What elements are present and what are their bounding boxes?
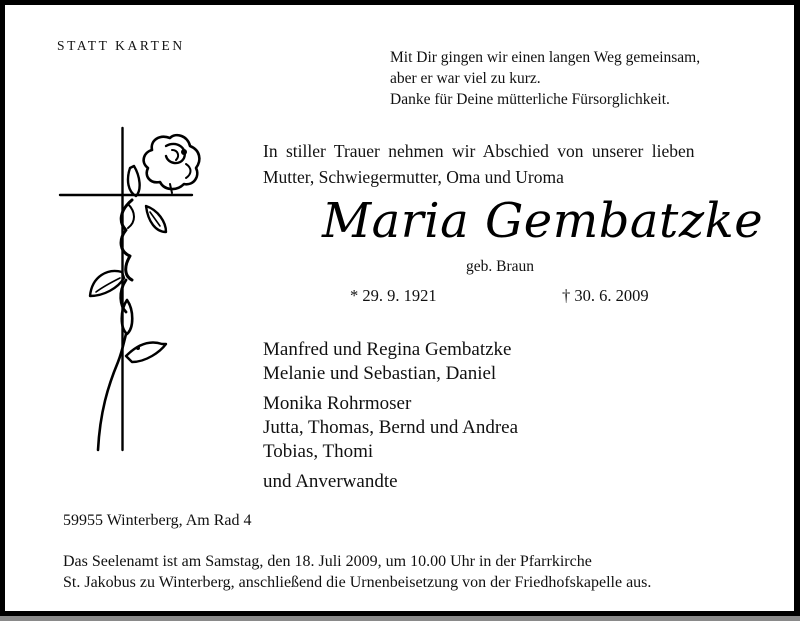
service-line: St. Jakobus zu Winterberg, anschließend die Urnenbeisetzung von der Friedhofskapelle aus. <box>63 574 652 591</box>
intro-text <box>263 138 695 190</box>
verse-line: Danke für Deine mütterliche Fürsorglichkeit. <box>390 91 670 108</box>
statt-karten-header: STATT KARTEN <box>57 38 185 53</box>
mourners-list <box>263 338 518 500</box>
verse-line: Mit Dir gingen wir einen langen Weg gemeinsam, <box>390 49 701 66</box>
mourner-line: Manfred und Regina Gembatzke <box>263 339 512 360</box>
verse-line: aber er war viel zu kurz. <box>390 70 541 87</box>
mourner-group <box>263 470 518 494</box>
intro-line: In stiller Trauer nehmen wir Abschied von unserer lieben <box>263 141 695 161</box>
mourner-line: Tobias, Thomi <box>263 441 374 462</box>
mourner-group <box>263 338 518 386</box>
mourner-line: Melanie und Sebastian, Daniel <box>263 363 497 384</box>
mourner-line: Jutta, Thomas, Bernd und Andrea <box>263 417 519 438</box>
cross-with-rose-icon <box>55 120 205 460</box>
maiden-name: geb. Braun <box>466 258 535 275</box>
birth-date: * 29. 9. 1921 <box>350 286 437 305</box>
service-details <box>63 551 651 593</box>
mourner-group <box>263 392 518 464</box>
death-date: † 30. 6. 2009 <box>562 286 649 305</box>
deceased-name: Maria Gembatzke <box>322 193 764 249</box>
memorial-verse <box>390 47 700 110</box>
mourner-line: Monika Rohrmoser <box>263 393 412 414</box>
intro-line: Mutter, Schwiegermutter, Oma und Uroma <box>263 167 564 187</box>
mourner-line: und Anverwandte <box>263 471 398 492</box>
family-address: 59955 Winterberg, Am Rad 4 <box>63 512 252 529</box>
service-line: Das Seelenamt ist am Samstag, den 18. Juli 2009, um 10.00 Uhr in der Pfarrkirche <box>63 553 592 570</box>
